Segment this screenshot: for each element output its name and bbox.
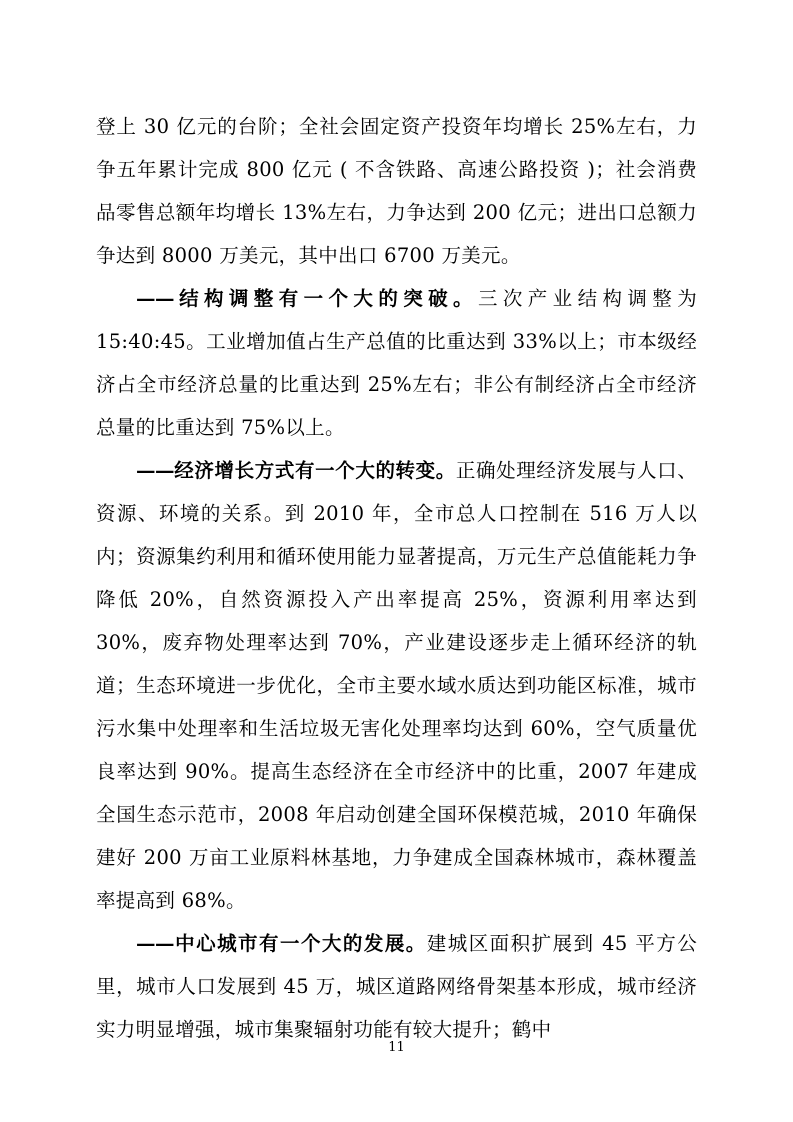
paragraph-4	[96, 922, 697, 1051]
paragraph-2-heading: 结构调整有一个大的突破。	[173, 287, 478, 310]
paragraph-2-text: 三次产业结构调整为 15:40:45。工业增加值占生产总值的比重达到 33%以上；市本级经济占全市经济总量的比重达到 25%左右；非公有制经济占全市经济总量的比重达到 75%以上。	[96, 287, 697, 439]
paragraph-4-heading: 中心城市有一个大的发展。	[173, 932, 427, 955]
paragraph-4-dash: ——	[135, 932, 174, 955]
paragraph-1-text: 登上 30 亿元的台阶；全社会固定资产投资年均增长 25%左右，力争五年累计完成 800 亿元 ( 不含铁路、高速公路投资 )；社会消费品零售总额年均增长 13%左右，力争达到 200 亿元；进出口总额力争达到 8000 万美元，其中出口 6700 万美元。	[96, 115, 697, 267]
page-number: 11	[388, 1040, 405, 1055]
paragraph-2-dash: ——	[135, 287, 174, 310]
paragraph-4-text: 建城区面积扩展到 45 平方公里，城市人口发展到 45 万，城区道路网络骨架基本形成，城市经济实力明显增强，城市集聚辐射功能有较大提升；鹤中	[96, 932, 697, 1041]
paragraph-3	[96, 449, 697, 922]
document-body	[96, 105, 697, 1051]
paragraph-3-dash: ——	[135, 459, 174, 482]
paragraph-2	[96, 277, 697, 449]
paragraph-3-heading: 经济增长方式有一个大的转变。	[173, 459, 456, 482]
paragraph-1	[96, 105, 697, 277]
paragraph-3-text: 正确处理经济发展与人口、资源、环境的关系。到 2010 年，全市总人口控制在 516 万人以内；资源集约利用和循环使用能力显著提高，万元生产总值能耗力争降低 20%，自然资源投入产出率提高 25%，资源利用率达到 30%，废弃物处理率达到 70%，产业建设逐步走上循环经济的轨道；生态环境进一步优化，全市主要水域水质达到功能区标准，城市污水集中处理率和生活垃圾无害化处理率均达到 60%，空气质量优良率达到 90%。提高生态经济在全市经济中的比重，2007 年建成全国生态示范市，2008 年启动创建全国环保模范城，2010 年确保建好 200 万亩工业原料林基地，力争建成全国森林城市，森林覆盖率提高到 68%。	[96, 459, 697, 912]
